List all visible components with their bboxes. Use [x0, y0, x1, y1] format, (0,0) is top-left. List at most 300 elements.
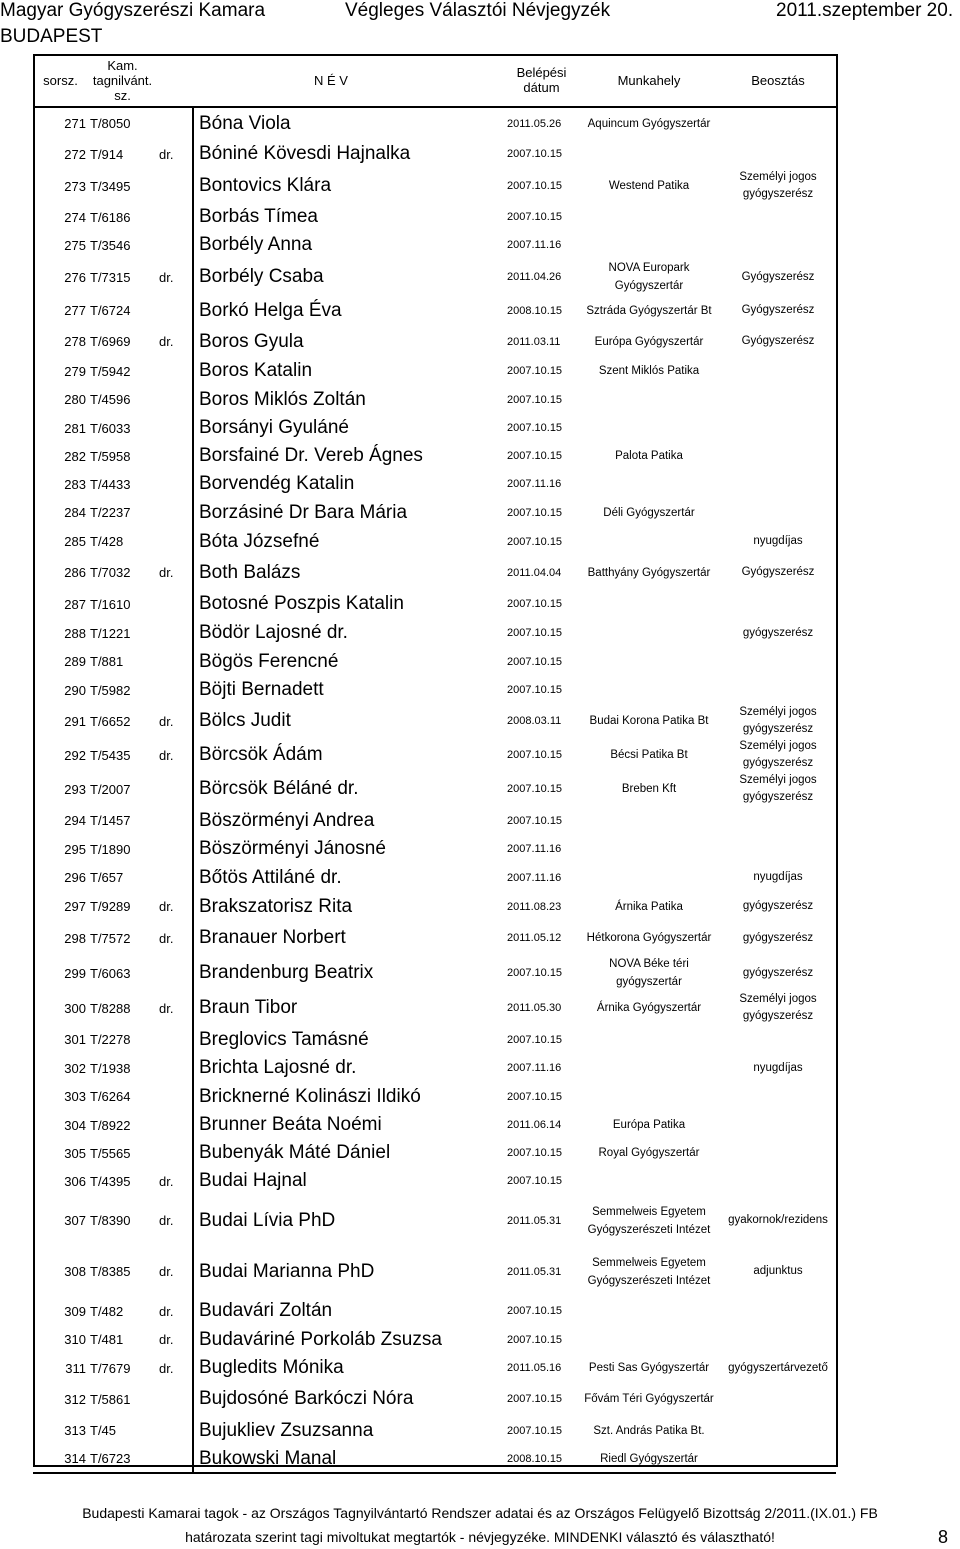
title-cell	[157, 619, 193, 647]
row-number: 275	[64, 237, 86, 253]
member-name: Borsfainé Dr. Vereb Ágnes	[199, 445, 423, 466]
workplace	[578, 619, 720, 647]
member-name: Bricknerné Kolinászi Ildikó	[199, 1085, 421, 1107]
title-cell	[157, 1382, 193, 1416]
row-number: 273	[64, 178, 86, 194]
reg-number: T/914	[90, 146, 124, 162]
reg-number: T/1610	[90, 596, 131, 612]
row-number: 274	[64, 209, 86, 225]
title-cell	[157, 772, 193, 806]
reg-number: T/3495	[90, 178, 131, 194]
entry-date: 2008.10.15	[507, 304, 563, 317]
title-cell	[157, 414, 193, 442]
title-cell	[157, 107, 193, 139]
entry-date: 2007.10.15	[507, 1305, 563, 1317]
position	[720, 470, 836, 498]
title-cell	[157, 295, 193, 326]
row-number: 276	[64, 269, 86, 285]
col-date-header	[505, 54, 578, 107]
title-cell	[157, 1416, 193, 1445]
row-number: 304	[64, 1117, 86, 1133]
member-name: Borsányi Gyuláné	[199, 417, 349, 438]
row-number: 309	[64, 1303, 86, 1319]
entry-date: 2008.03.11	[507, 715, 562, 727]
entry-date: 2007.10.15	[507, 1033, 563, 1046]
reg-number: T/8288	[90, 1000, 131, 1016]
reg-number: T/5435	[90, 747, 131, 763]
reg-number: T/3546	[90, 237, 131, 253]
title-cell: dr.	[157, 1167, 193, 1195]
list-title: Végleges Választói Névjegyzék	[345, 0, 611, 21]
row-number: 310	[64, 1332, 86, 1347]
table-row	[33, 1416, 836, 1445]
entry-date: 2007.11.16	[507, 1062, 562, 1074]
title-cell	[157, 1111, 193, 1139]
reg-number: T/6652	[90, 713, 131, 729]
row-number: 314	[33, 1445, 88, 1473]
member-name: Bontovics Klára	[199, 175, 332, 196]
reg-number: T/6969	[90, 334, 131, 349]
org-title: Magyar Gyógyszerészi Kamara	[0, 0, 266, 21]
reg-number: T/1890	[90, 841, 131, 857]
workplace	[578, 1025, 720, 1054]
title-cell	[157, 1025, 193, 1054]
workplace: Royal Gyógyszertár	[598, 1147, 700, 1159]
column-header-row	[33, 54, 836, 107]
workplace: Szent Miklós Patika	[598, 365, 700, 377]
entry-date: 2007.10.15	[507, 967, 563, 979]
reg-number: T/5982	[90, 682, 131, 698]
table-row	[33, 259, 836, 295]
reg-number: T/1457	[90, 813, 131, 828]
entry-date: 2007.10.15	[507, 365, 563, 377]
member-name: Borbély Anna	[199, 234, 313, 255]
member-name: Bőtös Attiláné dr.	[199, 866, 342, 888]
title-cell: dr.	[157, 921, 193, 955]
workplace	[578, 1167, 720, 1195]
title-cell: dr.	[157, 738, 193, 772]
table-row	[33, 704, 836, 738]
table-row	[33, 921, 836, 955]
row-number: 283	[64, 476, 86, 492]
row-number: 300	[64, 1000, 86, 1016]
reg-number: T/8922	[90, 1117, 131, 1133]
title-cell	[157, 955, 193, 991]
member-name: Brakszatorisz Rita	[199, 895, 353, 917]
row-number: 312	[64, 1391, 86, 1407]
title-cell	[157, 1445, 193, 1473]
col-position-header: Beosztás	[720, 54, 836, 107]
member-name: Börcsök Béláné dr.	[199, 778, 359, 799]
workplace	[578, 527, 720, 556]
title-cell: dr.	[157, 556, 193, 589]
workplace: Breben Kft	[621, 783, 677, 795]
member-name: Bóna Viola	[199, 112, 291, 134]
entry-date: 2011.04.04	[507, 566, 562, 579]
entry-date: 2011.05.30	[507, 1002, 562, 1014]
table-row	[33, 498, 836, 527]
title-cell	[157, 470, 193, 498]
entry-date: 2011.03.11	[507, 335, 561, 348]
position	[720, 107, 836, 139]
reg-number: T/481	[90, 1332, 124, 1347]
reg-number: T/8050	[90, 116, 131, 131]
entry-date: 2011.06.14	[507, 1119, 562, 1131]
member-name: Böszörményi Jánosné	[199, 838, 386, 859]
position: nyugdíjas	[753, 871, 803, 883]
entry-date: 2007.10.15	[507, 598, 563, 610]
row-number: 277	[64, 303, 86, 318]
table-row	[33, 1082, 836, 1111]
member-name: Bögös Ferencné	[199, 650, 339, 672]
reg-number: T/7315	[90, 269, 131, 285]
reg-number: T/2237	[90, 505, 131, 520]
entry-date: 2007.10.15	[507, 1090, 563, 1103]
member-name: Borvendég Katalin	[199, 473, 355, 494]
entry-date: 2007.10.15	[507, 211, 563, 223]
position: nyugdíjas	[753, 535, 803, 547]
row-number: 295	[64, 841, 86, 857]
reg-number: T/6186	[90, 209, 131, 225]
member-name: Bóta Józsefné	[199, 530, 320, 552]
row-number: 293	[64, 781, 86, 797]
title-cell	[157, 806, 193, 835]
member-name: Böszörményi Andrea	[199, 809, 375, 831]
position: Gyógyszerész	[741, 335, 815, 347]
workplace: Pesti Sas Gyógyszertár	[588, 1362, 710, 1374]
reg-number: T/8385	[90, 1264, 131, 1279]
entry-date: 2008.10.15	[505, 1445, 578, 1473]
member-name: Branauer Norbert	[199, 927, 346, 948]
entry-date: 2007.11.16	[507, 239, 562, 251]
position: gyógyszerész	[742, 626, 814, 639]
title-cell: dr.	[157, 1195, 193, 1246]
workplace	[578, 470, 720, 498]
table-row	[33, 139, 836, 169]
workplace	[578, 414, 720, 442]
title-cell	[157, 676, 193, 704]
reg-number: T/5565	[90, 1145, 131, 1161]
position	[720, 357, 836, 385]
reg-number: T/5958	[90, 448, 131, 464]
member-name: Breglovics Tamásné	[199, 1028, 369, 1050]
position: nyugdíjas	[753, 1061, 803, 1074]
position	[720, 1082, 836, 1111]
table-row	[33, 647, 836, 676]
member-name: Bödör Lajosné dr.	[199, 622, 348, 643]
row-number: 297	[64, 899, 86, 914]
title-cell: dr.	[157, 139, 193, 169]
member-name: Börcsök Ádám	[199, 744, 323, 765]
row-number: 302	[64, 1060, 86, 1076]
title-cell: dr.	[157, 1354, 193, 1382]
entry-date: 2007.10.15	[507, 1333, 563, 1346]
reg-number: T/1221	[90, 625, 131, 641]
reg-number: T/7032	[90, 565, 131, 580]
workplace: Batthyány Gyógyszertár	[587, 566, 711, 579]
title-cell	[157, 442, 193, 470]
entry-date: 2007.10.15	[507, 1175, 563, 1187]
position: gyógyszerész	[742, 900, 814, 912]
workplace: Palota Patika	[615, 450, 683, 462]
table-row	[33, 414, 836, 442]
entry-date: 2007.11.16	[507, 843, 562, 855]
table-row	[33, 1025, 836, 1054]
table-row	[33, 527, 836, 556]
entry-date: 2007.10.15	[507, 506, 563, 519]
entry-date: 2011.04.26	[507, 271, 562, 283]
register-rows	[33, 107, 836, 1473]
title-cell: dr.	[157, 1297, 193, 1325]
title-cell: dr.	[157, 704, 193, 738]
title-cell: dr.	[157, 259, 193, 295]
reg-number: T/2007	[90, 781, 131, 797]
workplace: NOVA Europark Gyógyszertár	[608, 262, 690, 292]
table-row	[33, 1246, 836, 1297]
workplace	[578, 835, 720, 863]
row-number: 308	[64, 1264, 86, 1279]
position	[720, 647, 836, 676]
reg-number: T/4433	[90, 476, 131, 492]
entry-date: 2007.11.16	[507, 871, 562, 884]
member-name: Budai Lívia PhD	[199, 1209, 336, 1231]
workplace: Sztráda Gyógyszertár Bt	[586, 304, 712, 317]
page-number: 8	[937, 1527, 948, 1547]
position: gyógyszertárvezető	[728, 1361, 828, 1374]
col-reg-line3: sz.	[114, 87, 131, 103]
col-reg-line1: Kam.	[107, 57, 138, 73]
reg-number: T/657	[90, 870, 124, 885]
position	[720, 676, 836, 704]
row-number: 298	[64, 930, 86, 946]
title-cell: dr.	[157, 1246, 193, 1297]
position: gyógyszerész	[742, 966, 814, 979]
table-row	[33, 1167, 836, 1195]
workplace	[578, 231, 720, 259]
member-name: Botosné Poszpis Katalin	[199, 593, 404, 614]
position: Személyi jogos gyógyszerész	[739, 740, 817, 769]
title-cell: dr.	[157, 1325, 193, 1354]
workplace: Riedl Gyógyszertár	[578, 1445, 720, 1473]
row-number: 311	[65, 1360, 86, 1376]
member-name: Borkó Helga Éva	[199, 299, 342, 321]
position	[720, 1025, 836, 1054]
row-number: 288	[64, 625, 86, 641]
position	[720, 1139, 836, 1167]
title-cell	[157, 357, 193, 385]
workplace: Hétkorona Gyógyszertár	[586, 932, 712, 944]
workplace	[578, 139, 720, 169]
workplace: Fővám Téri Gyógyszertár	[584, 1393, 714, 1405]
table-row	[33, 295, 836, 326]
position	[720, 414, 836, 442]
entry-date: 2007.10.15	[507, 148, 563, 160]
table-row	[33, 1111, 836, 1139]
position	[720, 385, 836, 414]
member-name: Bóniné Kövesdi Hajnalka	[199, 143, 411, 164]
title-cell	[157, 1139, 193, 1167]
member-name: Böjti Bernadett	[199, 679, 324, 700]
row-number: 303	[64, 1089, 86, 1104]
row-number: 279	[64, 363, 86, 379]
position: gyógyszerész	[742, 931, 814, 944]
entry-date: 2007.10.15	[507, 655, 563, 668]
col-name-header: N É V	[157, 54, 505, 107]
table-row	[33, 619, 836, 647]
col-date-line2: dátum	[523, 80, 560, 95]
workplace	[578, 676, 720, 704]
table-row	[33, 1195, 836, 1246]
entry-date: 2007.10.15	[507, 535, 563, 548]
position	[720, 835, 836, 863]
table-row	[33, 556, 836, 589]
table-row	[33, 470, 836, 498]
entry-date: 2011.05.26	[507, 117, 562, 130]
position	[720, 806, 836, 835]
workplace: Európa Patika	[612, 1119, 686, 1131]
table-row	[33, 1382, 836, 1416]
position	[720, 231, 836, 259]
reg-number: T/4395	[90, 1173, 131, 1189]
workplace	[578, 1297, 720, 1325]
entry-date: 2007.10.15	[507, 627, 563, 639]
position: Gyógyszerész	[741, 270, 815, 283]
table-row	[33, 442, 836, 470]
position	[720, 139, 836, 169]
title-cell	[157, 589, 193, 619]
position	[720, 203, 836, 231]
position: adjunktus	[753, 1265, 803, 1277]
entry-date: 2007.11.16	[507, 478, 562, 490]
member-name: Brunner Beáta Noémi	[199, 1114, 382, 1135]
position	[720, 1382, 836, 1416]
table-row	[33, 385, 836, 414]
position	[720, 1445, 836, 1473]
table-row	[33, 676, 836, 704]
table-row	[33, 1139, 836, 1167]
table-row	[33, 1325, 836, 1354]
reg-number: T/482	[90, 1303, 124, 1319]
member-name: Borbély Csaba	[199, 266, 324, 287]
workplace: Budai Korona Patika Bt	[589, 715, 709, 727]
table-row	[33, 991, 836, 1025]
entry-date: 2007.10.15	[507, 684, 563, 696]
reg-number: T/7679	[90, 1360, 131, 1376]
workplace	[578, 589, 720, 619]
workplace: Aquincum Gyógyszertár	[587, 117, 711, 130]
entry-date: 2011.08.23	[507, 900, 562, 913]
row-number: 281	[64, 420, 86, 436]
position	[720, 1111, 836, 1139]
workplace: Semmelweis Egyetem Gyógyszerészeti Intézet	[587, 1205, 711, 1236]
position	[720, 442, 836, 470]
entry-date: 2007.10.15	[507, 1393, 563, 1405]
position: Személyi jogos gyógyszerész	[739, 171, 817, 200]
reg-number: T/8390	[90, 1213, 131, 1228]
row-number: 280	[64, 392, 86, 407]
workplace: NOVA Béke téri gyógyszertár	[609, 958, 689, 988]
workplace	[578, 1082, 720, 1111]
member-name: Bugledits Mónika	[199, 1357, 344, 1378]
entry-date: 2007.10.15	[507, 783, 563, 795]
row-number: 284	[64, 505, 86, 520]
row-number: 286	[64, 565, 86, 580]
title-cell	[157, 231, 193, 259]
member-name: Bukowski Manal	[193, 1445, 505, 1473]
member-name: Budai Marianna PhD	[199, 1260, 375, 1282]
row-number: 305	[64, 1145, 86, 1161]
position	[720, 1416, 836, 1445]
row-number: 291	[64, 713, 86, 729]
reg-number: T/4596	[90, 392, 131, 407]
member-name: Borbás Tímea	[199, 206, 318, 227]
member-name: Bujukliev Zsuzsanna	[199, 1419, 374, 1441]
entry-date: 2011.05.31	[507, 1214, 562, 1227]
entry-date: 2007.10.15	[507, 180, 563, 192]
col-no-header: sorsz.	[33, 54, 88, 107]
workplace	[578, 1325, 720, 1354]
col-workplace-header: Munkahely	[578, 54, 720, 107]
row-number: 289	[64, 654, 86, 669]
reg-number: T/6723	[88, 1445, 157, 1473]
member-name: Budavári Zoltán	[199, 1300, 333, 1321]
entry-date: 2011.05.31	[507, 1265, 562, 1278]
position: gyakornok/rezidens	[728, 1214, 828, 1226]
position: Személyi jogos gyógyszerész	[739, 774, 817, 803]
entry-date: 2007.10.15	[507, 1424, 563, 1437]
workplace	[578, 385, 720, 414]
row-number: 290	[64, 682, 86, 698]
table-row	[33, 589, 836, 619]
table-row	[33, 357, 836, 385]
row-number: 292	[64, 747, 86, 763]
reg-number: T/45	[90, 1423, 117, 1438]
reg-number: T/2278	[90, 1032, 131, 1047]
member-name: Brandenburg Beatrix	[199, 962, 374, 983]
workplace: Semmelweis Egyetem Gyógyszerészeti Intézet	[587, 1256, 711, 1287]
row-number: 294	[64, 813, 86, 828]
col-date-line1: Belépési	[516, 65, 567, 80]
position: Személyi jogos gyógyszerész	[739, 706, 817, 735]
row-number: 278	[64, 334, 86, 349]
title-cell	[157, 169, 193, 203]
position: Gyógyszerész	[741, 566, 815, 578]
table-row	[33, 203, 836, 231]
entry-date: 2007.10.15	[507, 422, 563, 434]
row-number: 307	[64, 1213, 86, 1228]
reg-number: T/428	[90, 534, 124, 549]
entry-date: 2007.10.15	[507, 814, 563, 827]
row-number: 285	[64, 534, 86, 549]
title-cell	[157, 647, 193, 676]
footer-line-1: Budapesti Kamarai tagok - az Országos Tagnyilvántartó Rendszer adatai és az Országos Felügyelő Bizottság 2/2011.(IX.01.) FB	[82, 1505, 878, 1521]
member-name: Bujdosóné Barkóczi Nóra	[199, 1388, 414, 1409]
workplace: Európa Gyógyszertár	[594, 335, 704, 348]
member-name: Brichta Lajosné dr.	[199, 1057, 357, 1078]
row-number: 287	[64, 596, 86, 612]
table-row	[33, 863, 836, 892]
table-row	[33, 1445, 836, 1473]
title-cell	[157, 527, 193, 556]
workplace	[578, 1054, 720, 1082]
member-name: Boros Gyula	[199, 330, 304, 352]
table-row	[33, 738, 836, 772]
workplace	[578, 863, 720, 892]
table-row	[33, 835, 836, 863]
entry-date: 2007.10.15	[507, 450, 563, 462]
region-label: BUDAPEST	[0, 26, 103, 47]
reg-number: T/7572	[90, 930, 131, 946]
